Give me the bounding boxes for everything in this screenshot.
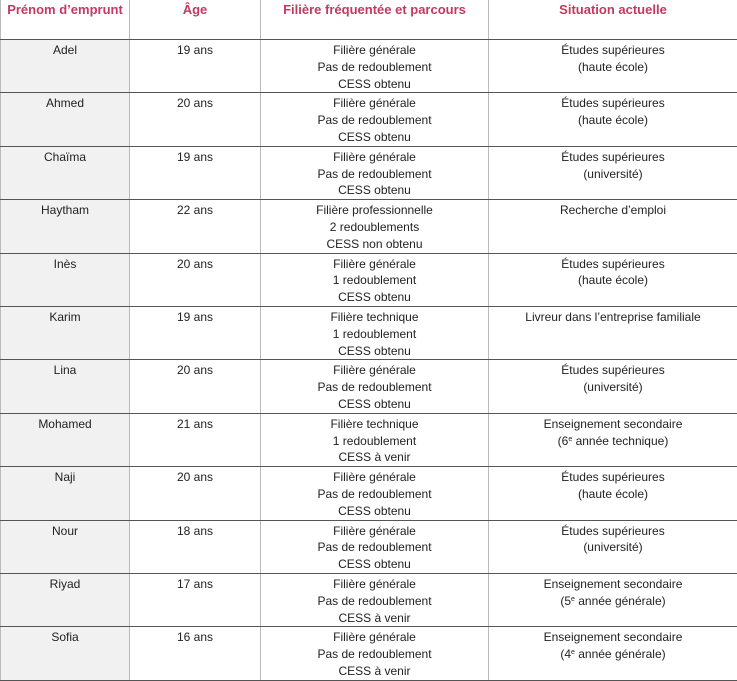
situation-line: Études supérieures [493,256,733,273]
table-row [1,146,737,199]
track-line: Filière technique [265,416,484,433]
track-line: CESS obtenu [265,289,484,306]
track-line: CESS obtenu [265,182,484,199]
track-line: 1 redoublement [265,272,484,289]
cell-name: Haytham [1,200,130,253]
track-line: 1 redoublement [265,326,484,343]
track-line: Filière générale [265,362,484,379]
cell-situation [489,360,737,413]
track-line: Pas de redoublement [265,593,484,610]
cell-situation [489,520,737,573]
situation-text: (5 [560,594,571,608]
cell-name: Riyad [1,573,130,626]
track-line: Filière technique [265,309,484,326]
table-row [1,520,737,573]
table-row [1,93,737,146]
situation-line: (haute école) [493,112,733,129]
table-row [1,253,737,306]
cell-name: Inès [1,253,130,306]
ordinal-suffix: e [568,436,572,443]
track-line: Pas de redoublement [265,486,484,503]
table-row [1,360,737,413]
track-line: CESS obtenu [265,556,484,573]
cell-age: 20 ans [130,360,261,413]
situation-line: (haute école) [493,486,733,503]
cell-name: Sofia [1,627,130,680]
table-row [1,467,737,520]
track-line: Filière générale [265,95,484,112]
cell-age: 19 ans [130,40,261,93]
situation-line: Études supérieures [493,42,733,59]
situation-line: Enseignement secondaire [493,416,733,433]
header-situation: Situation actuelle [489,0,737,40]
situation-line [493,433,733,450]
cell-situation [489,467,737,520]
header-track: Filière fréquentée et parcours [261,0,489,40]
situation-line: (université) [493,379,733,396]
ordinal-suffix: e [571,596,575,603]
track-line: 1 redoublement [265,433,484,450]
situation-text: année technique) [572,434,668,448]
track-line: CESS non obtenu [265,236,484,253]
track-line: Pas de redoublement [265,112,484,129]
cell-name: Chaïma [1,146,130,199]
cell-age: 20 ans [130,93,261,146]
cell-name: Ahmed [1,93,130,146]
cell-age: 16 ans [130,627,261,680]
situation-line [493,646,733,663]
cell-age: 19 ans [130,146,261,199]
cell-name: Lina [1,360,130,413]
cell-situation [489,413,737,466]
track-line: Filière professionnelle [265,202,484,219]
cell-track [261,306,489,359]
situation-line: Études supérieures [493,469,733,486]
cell-situation [489,40,737,93]
track-line: CESS obtenu [265,76,484,93]
track-line: Pas de redoublement [265,539,484,556]
header-row [1,0,737,40]
table-row [1,627,737,680]
cell-track [261,573,489,626]
situation-line: (université) [493,539,733,556]
situation-line: Recherche d’emploi [493,202,733,219]
situation-line: (université) [493,166,733,183]
track-line: Filière générale [265,469,484,486]
situation-line: Enseignement secondaire [493,576,733,593]
situation-line: Études supérieures [493,362,733,379]
ordinal-suffix: e [571,649,575,656]
cell-track [261,40,489,93]
cell-track [261,146,489,199]
track-line: CESS obtenu [265,503,484,520]
track-line: Filière générale [265,256,484,273]
situation-text: (4 [560,647,571,661]
table-row [1,200,737,253]
track-line: Pas de redoublement [265,166,484,183]
situation-line [493,593,733,610]
track-line: Filière générale [265,523,484,540]
cell-track [261,200,489,253]
header-name [1,0,130,40]
cell-track [261,360,489,413]
cell-name: Naji [1,467,130,520]
situation-line: (haute école) [493,59,733,76]
situation-line: Études supérieures [493,95,733,112]
track-line: Pas de redoublement [265,379,484,396]
track-line: CESS à venir [265,663,484,680]
track-line: Filière générale [265,576,484,593]
cell-situation [489,146,737,199]
cell-age: 17 ans [130,573,261,626]
cell-track [261,93,489,146]
cell-age: 19 ans [130,306,261,359]
cell-age: 22 ans [130,200,261,253]
cell-track [261,253,489,306]
cell-age: 20 ans [130,467,261,520]
cell-track [261,467,489,520]
cell-situation [489,573,737,626]
cell-track [261,627,489,680]
cell-situation [489,253,737,306]
track-line: CESS obtenu [265,343,484,360]
cell-track [261,520,489,573]
table-row [1,306,737,359]
track-line: Pas de redoublement [265,59,484,76]
cell-age: 21 ans [130,413,261,466]
track-line: CESS obtenu [265,396,484,413]
cell-situation [489,93,737,146]
cell-name: Nour [1,520,130,573]
situation-line: Études supérieures [493,149,733,166]
track-line: CESS obtenu [265,129,484,146]
table-row [1,413,737,466]
header-age: Âge [130,0,261,40]
cell-name: Karim [1,306,130,359]
cell-situation [489,306,737,359]
situation-text: année générale) [575,647,666,661]
track-line: Pas de redoublement [265,646,484,663]
cell-age: 20 ans [130,253,261,306]
track-line: CESS à venir [265,449,484,466]
cell-name: Adel [1,40,130,93]
cell-situation [489,200,737,253]
track-line: Filière générale [265,42,484,59]
header-name-line: d’emprunt [59,2,123,17]
table-row [1,40,737,93]
cell-situation [489,627,737,680]
situation-text: année générale) [575,594,666,608]
situation-line: Études supérieures [493,523,733,540]
table-row [1,573,737,626]
situation-line: Livreur dans l’entreprise familiale [493,309,733,326]
track-line: CESS à venir [265,610,484,627]
situation-line: Enseignement secondaire [493,629,733,646]
cell-track [261,413,489,466]
track-line: Filière générale [265,629,484,646]
cell-name: Mohamed [1,413,130,466]
header-name-line: Prénom [7,2,55,17]
situation-line: (haute école) [493,272,733,289]
cell-age: 18 ans [130,520,261,573]
track-line: Filière générale [265,149,484,166]
situation-text: (6 [558,434,569,448]
track-line: 2 redoublements [265,219,484,236]
